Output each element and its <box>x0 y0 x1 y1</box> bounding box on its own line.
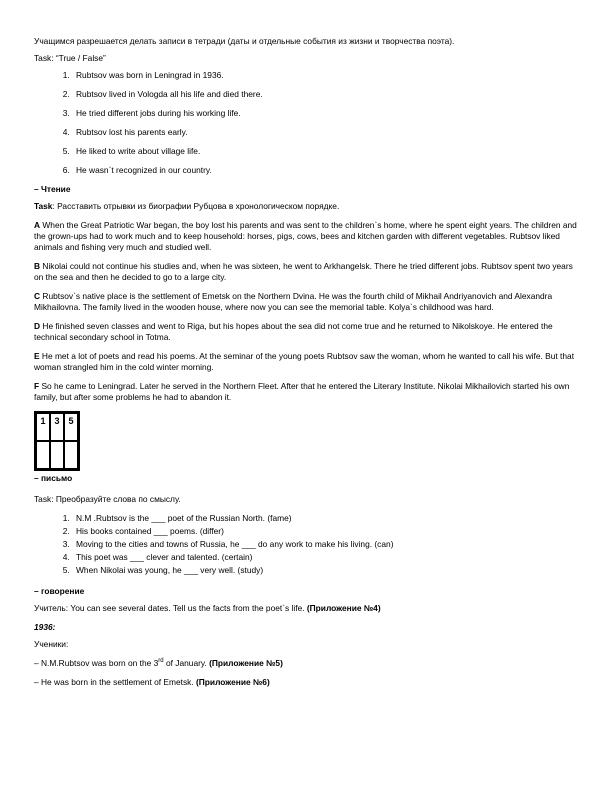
answer-grid <box>34 411 80 471</box>
teacher-ref: (Приложение №4) <box>306 603 381 613</box>
paragraph-text: Rubtsov`s native place is the settlement of Emetsk on the Northern Dvina. He was the fourth child of Mikhail Andriyanovich and Alexandra Mikhailovna. The family lived in the wooden house, where now you can see the memorial table. Kolya`s childhood was hard. <box>34 291 553 312</box>
student-line-2 <box>34 677 582 688</box>
list-item: 2. His books contained ___ poems. (differ) <box>72 526 582 537</box>
list-item: 4. Rubtsov lost his parents early. <box>72 127 582 138</box>
students-label: Ученики: <box>34 639 69 649</box>
ordinal-suffix: rd <box>158 658 164 665</box>
paragraph-letter: F <box>34 381 40 391</box>
paragraph-letter: A <box>34 220 41 230</box>
speaking-heading: – говорение <box>34 586 85 596</box>
student-text: of January. <box>163 658 210 668</box>
list-item: 6. He wasn`t recognized in our country. <box>72 165 582 176</box>
student-ref: (Приложение №6) <box>196 677 270 687</box>
list-item: 4. This poet was ___ clever and talented. (certain) <box>72 552 582 563</box>
true-false-list <box>34 70 582 176</box>
intro-text: Учащимся разрешается делать записи в тетради (даты и отдельные события из жизни и творчества поэта). <box>34 36 455 46</box>
teacher-text: Учитель: You can see several dates. Tell us the facts from the poet`s life. <box>34 603 307 613</box>
teacher-line <box>34 603 582 614</box>
paragraph-text: When the Great Patriotic War began, the boy lost his parents and was sent to the children`s home, where he spent eight years. The children and the grown-ups had to work much and to keep household: horses, pigs, cows, bees and kitchen garden with different vegetables. Rubtsov liked animals and fishing very much and studied well. <box>34 220 577 252</box>
paragraph-letter: D <box>34 321 41 331</box>
list-item: 1. Rubtsov was born in Leningrad in 1936. <box>72 70 582 81</box>
answer-cell: 1 <box>37 414 49 440</box>
paragraph-text: So he came to Leningrad. Later he served in the Northern Fleet. After that he entered the Literary Institute. Nikolai Mikhailovich started his own family, but after some problems he had to abandon it. <box>34 381 570 402</box>
writing-heading: – письмо <box>34 473 73 483</box>
student-text: – He was born in the settlement of Emetsk. <box>34 677 196 687</box>
list-item: 3. Moving to the cities and towns of Russia, he ___ do any work to make his living. (can) <box>72 539 582 550</box>
student-text: – N.M.Rubtsov was born on the 3 <box>34 658 159 668</box>
year-label: 1936: <box>34 622 56 632</box>
task-true-false: Task: “True / False” <box>34 53 106 63</box>
list-item: 5. He liked to write about village life. <box>72 146 582 157</box>
word-formation-list <box>34 513 582 576</box>
list-item: 1. N.M .Rubtsov is the ___ poet of the Russian North. (fame) <box>72 513 582 524</box>
reading-task <box>34 201 582 212</box>
answer-cell <box>65 442 77 468</box>
paragraph-c <box>34 291 582 313</box>
paragraph-letter: E <box>34 351 40 361</box>
paragraph-a <box>34 220 582 253</box>
paragraph-text: He met a lot of poets and read his poems. At the seminar of the young poets Rubtsov saw the woman, whom he wanted to call his wife. But that woman strangled him in the cold winter morning. <box>34 351 575 372</box>
writing-task: Task: Преобразуйте слова по смыслу. <box>34 494 181 504</box>
paragraph-d <box>34 321 582 343</box>
paragraph-b <box>34 261 582 283</box>
list-item: 5. When Nikolai was young, he ___ very well. (study) <box>72 565 582 576</box>
list-item: 3. He tried different jobs during his working life. <box>72 108 582 119</box>
paragraph-letter: B <box>34 261 41 271</box>
paragraph-text: He finished seven classes and went to Riga, but his hopes about the sea did not come true and he returned to Nikolskoye. He entered the technical secondary school in Totma. <box>34 321 553 342</box>
paragraph-f <box>34 381 582 403</box>
document-page <box>34 36 582 696</box>
answer-cell: 3 <box>51 414 63 440</box>
student-ref: (Приложение №5) <box>209 658 283 668</box>
reading-task-text: : Расставить отрывки из биографии Рубцова в хронологическом порядке. <box>52 201 340 211</box>
answer-cell: 5 <box>65 414 77 440</box>
paragraph-letter: C <box>34 291 41 301</box>
student-line-1 <box>34 658 582 669</box>
answer-cell <box>51 442 63 468</box>
answer-cell <box>37 442 49 468</box>
list-item: 2. Rubtsov lived in Vologda all his life and died there. <box>72 89 582 100</box>
paragraph-text: Nikolai could not continue his studies and, when he was sixteen, he went to Arkhangelsk. There he tried different jobs. Rubtsov spent two years on the sea and then he decided to go to a large city. <box>34 261 573 282</box>
paragraph-e <box>34 351 582 373</box>
reading-heading: – Чтение <box>34 184 71 194</box>
reading-task-label: Task <box>34 201 53 211</box>
